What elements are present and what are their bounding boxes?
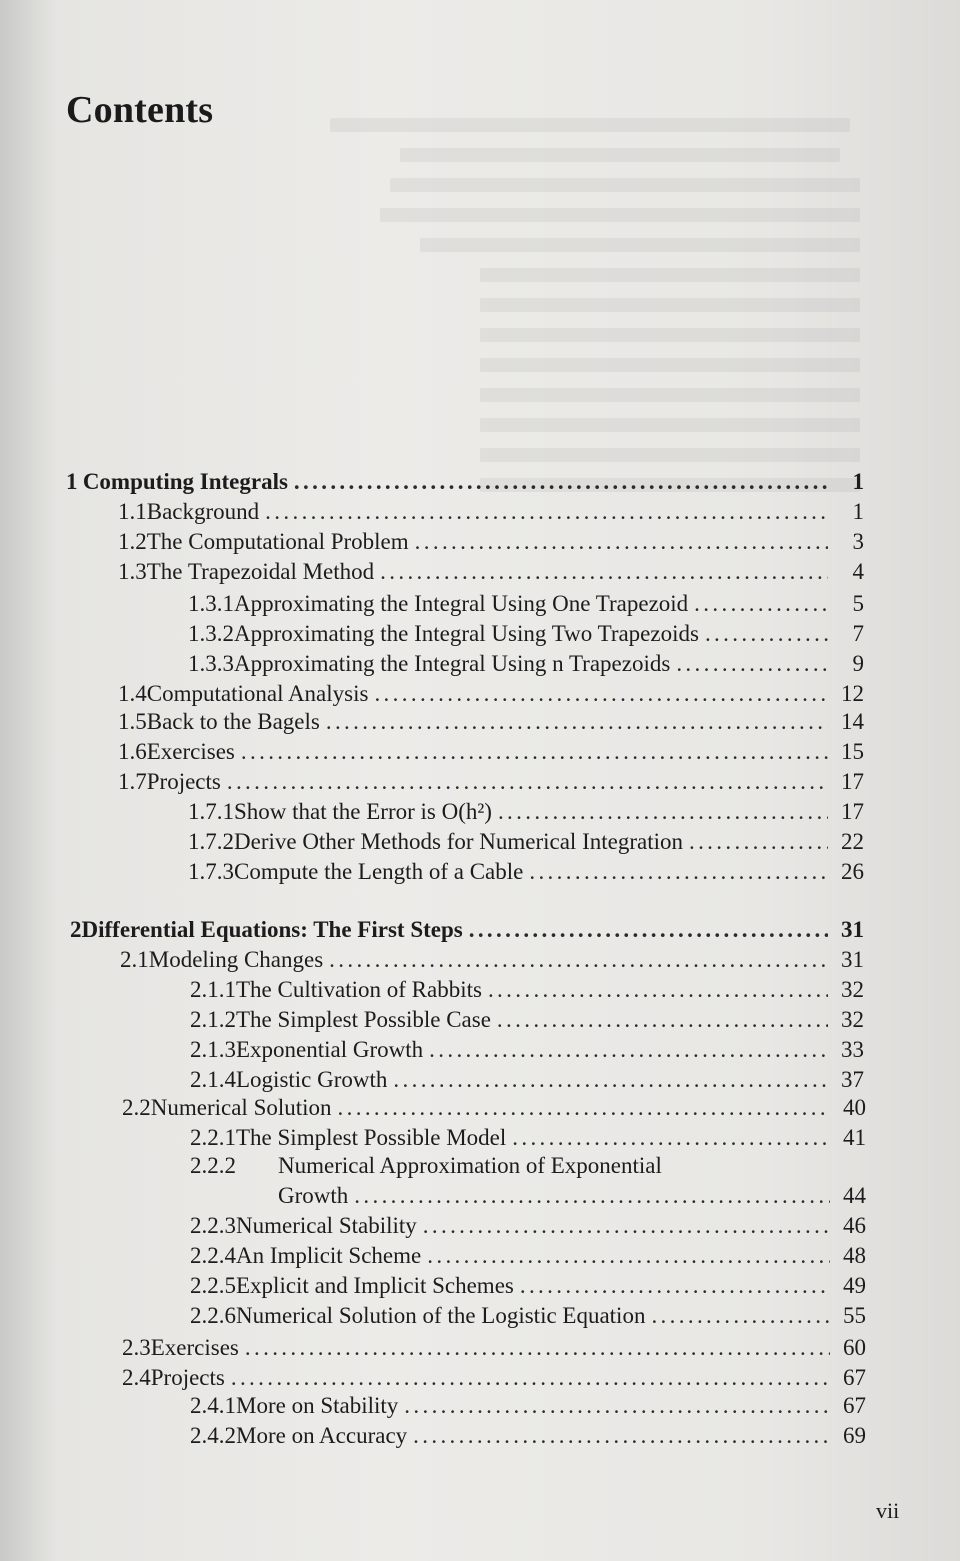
toc-title: The Simplest Possible Case [236,1007,491,1032]
toc-leader [241,738,828,766]
toc-page-number: 32 [841,977,864,1002]
toc-page-number: 9 [852,651,864,676]
toc-page-number: 60 [843,1335,866,1360]
toc-page-number: 49 [843,1273,866,1298]
toc-number: 1.6 [118,739,147,764]
toc-subsection-2-1-2[interactable] [190,1006,864,1034]
toc-subsection-1-3-1[interactable] [188,590,864,618]
toc-subsection-2-2-3[interactable] [190,1212,866,1240]
toc-leader [413,1422,830,1450]
toc-subsection-1-3-3[interactable] [188,650,864,678]
toc-leader [529,858,828,886]
toc-number: 2.3 [122,1335,151,1360]
toc-leader [676,650,828,678]
toc-number: 2.2.6 [190,1303,236,1328]
toc-title: Computational Analysis [146,681,369,706]
toc-page-number: 41 [843,1125,866,1150]
toc-number: 2.2.4 [190,1243,236,1268]
toc-leader [694,590,828,618]
toc-section-1-3[interactable] [118,558,864,586]
toc-number: 1.1 [118,499,147,524]
toc-page-number: 7 [852,621,864,646]
toc-number: 2.2.3 [190,1213,236,1238]
toc-title: Numerical Solution of the Logistic Equation [236,1303,646,1328]
toc-page-number: 4 [852,559,864,584]
toc-page-number: 40 [843,1095,866,1120]
toc-chapter-1[interactable] [66,468,864,496]
toc-leader [265,498,828,526]
toc-page-number: 67 [843,1393,866,1418]
toc-leader [393,1066,828,1094]
toc-subsection-1-7-3[interactable] [188,858,864,886]
toc-page-number: 32 [841,1007,864,1032]
toc-page-number: 44 [843,1183,866,1208]
toc-leader [245,1334,830,1362]
toc-title: Numerical Approximation of Exponential [278,1153,662,1178]
toc-title: Numerical Solution [150,1095,332,1120]
toc-title: Exponential Growth [236,1037,424,1062]
toc-subsection-2-2-5[interactable] [190,1272,866,1300]
toc-leader [689,828,828,856]
toc-number: 1.7.1 [188,799,234,824]
toc-page-number: 67 [843,1365,866,1390]
toc-subsection-2-4-2[interactable] [190,1422,866,1450]
toc-number: 2.2 [122,1095,151,1120]
page-number: vii [876,1498,900,1523]
toc-number: 1.7.2 [188,829,234,854]
toc-title: Differential Equations: The First Steps [81,917,463,942]
toc-leader [326,708,828,736]
toc-title: Projects [150,1365,225,1390]
toc-leader [651,1302,830,1330]
toc-number: 1.3.3 [188,651,234,676]
toc-page-number: 55 [843,1303,866,1328]
toc-page-number: 33 [841,1037,864,1062]
toc-subsection-1-7-1[interactable] [188,798,864,826]
toc-number: 1 [66,469,78,494]
toc-title: Explicit and Implicit Schemes [236,1273,514,1298]
toc-subsection-1-7-2[interactable] [188,828,864,856]
toc-leader [469,916,828,944]
toc-title: Exercises [146,739,235,764]
toc-leader [423,1212,830,1240]
toc-number: 1.3 [118,559,147,584]
toc-section-2-1[interactable] [120,946,864,974]
toc-number: 1.5 [118,709,147,734]
toc-section-1-5[interactable] [118,708,864,736]
toc-title: Approximating the Integral Using Two Trapezoids [234,621,699,646]
toc-section-1-6[interactable] [118,738,864,766]
toc-leader [427,1242,830,1270]
toc-page-number: 31 [841,947,864,972]
toc-title: An Implicit Scheme [236,1243,422,1268]
toc-number: 2.4 [122,1365,151,1390]
toc-leader [520,1272,830,1300]
toc-title: Modeling Changes [148,947,324,972]
toc-page-number: 15 [841,739,864,764]
toc-page-number: 17 [841,769,864,794]
toc-title: Show that the Error is O(h²) [234,799,492,824]
toc-subsection-2-2-6[interactable] [190,1302,866,1330]
toc-leader [488,976,828,1004]
toc-title: Numerical Stability [236,1213,417,1238]
toc-number: 2.1.1 [190,977,236,1002]
toc-number: 1.7.3 [188,859,234,884]
toc-page-number: 22 [841,829,864,854]
toc-number: 1.4 [118,681,147,706]
toc-page-number: 46 [843,1213,866,1238]
toc-page-number: 14 [841,709,864,734]
toc-number: 2.4.2 [190,1423,236,1448]
toc-title: Logistic Growth [236,1067,388,1092]
toc-title: Computing Integrals [82,469,288,494]
toc-number: 2.1.3 [190,1037,236,1062]
toc-subsection-2-1-4[interactable] [190,1066,864,1094]
toc-page-number: 3 [852,529,864,554]
toc-subsection-2-1-1[interactable] [190,976,864,1004]
page-title: Contents [66,89,214,131]
toc-page-number: 1 [852,469,864,494]
toc-page-number: 37 [841,1067,864,1092]
toc-number: 2.1 [120,947,149,972]
toc-section-2-2[interactable] [122,1094,866,1122]
toc-title: Approximating the Integral Using n Trapezoids [234,651,671,676]
toc-leader [329,946,828,974]
toc-leader [429,1036,828,1064]
toc-number: 2 [70,917,82,942]
toc-page-number: 12 [841,681,864,706]
toc-page-number: 31 [841,917,864,942]
toc-leader [404,1392,830,1420]
toc-leader [227,768,828,796]
toc-title: The Trapezoidal Method [146,559,375,584]
toc-leader [374,680,828,708]
toc-leader [231,1364,830,1392]
toc-leader [415,528,828,556]
toc-page-number: 69 [843,1423,866,1448]
toc-leader [498,798,828,826]
toc-leader [380,558,828,586]
toc-title: More on Accuracy [236,1423,408,1448]
toc-number: 2.1.4 [190,1067,236,1092]
toc-title: The Simplest Possible Model [236,1125,507,1150]
toc-title: Compute the Length of a Cable [234,859,524,884]
toc-subsection-2-2-1[interactable] [190,1124,866,1152]
toc-section-2-4[interactable] [122,1364,866,1392]
toc-number: 2.4.1 [190,1393,236,1418]
toc-section-2-3[interactable] [122,1334,866,1362]
toc-number: 1.2 [118,529,147,554]
toc-subsection-2-4-1[interactable] [190,1392,866,1420]
toc-number: 1.7 [118,769,147,794]
toc-title: Background [146,499,260,524]
toc-subsection-2-2-4[interactable] [190,1242,866,1270]
toc-page-number: 5 [852,591,864,616]
toc-subsection-1-3-2[interactable] [188,620,864,648]
toc-title: Projects [146,769,221,794]
toc-title: Approximating the Integral Using One Trapezoid [234,591,689,616]
toc-leader [497,1006,828,1034]
toc-number: 2.2.2 [190,1153,236,1178]
toc-title: Derive Other Methods for Numerical Integration [234,829,683,854]
toc-title-continued: Growth [278,1183,349,1208]
toc-page-number: 1 [852,499,864,524]
toc-leader [354,1182,830,1210]
toc-section-1-4[interactable] [118,680,864,708]
toc-section-1-7[interactable] [118,768,864,796]
toc-number: 1.3.2 [188,621,234,646]
toc-title: More on Stability [236,1393,399,1418]
toc-leader [294,468,828,496]
toc-page-number: 17 [841,799,864,824]
toc-number: 2.1.2 [190,1007,236,1032]
toc-subsection-2-2-2-continued[interactable] [278,1182,866,1210]
toc-section-1-2[interactable] [118,528,864,556]
toc-title: Back to the Bagels [146,709,320,734]
toc-title: Exercises [150,1335,239,1360]
toc-title: The Computational Problem [146,529,409,554]
toc-subsection-2-1-3[interactable] [190,1036,864,1064]
toc-page-number: 48 [843,1243,866,1268]
toc-title: The Cultivation of Rabbits [236,977,482,1002]
toc-subsection-2-2-2[interactable] [190,1152,866,1180]
toc-leader [512,1124,830,1152]
toc-number: 1.3.1 [188,591,234,616]
toc-chapter-2[interactable] [70,916,864,944]
toc-leader [705,620,828,648]
toc-leader [338,1094,830,1122]
toc-section-1-1[interactable] [118,498,864,526]
toc-number: 2.2.1 [190,1125,236,1150]
toc-number: 2.2.5 [190,1273,236,1298]
toc-page-number: 26 [841,859,864,884]
